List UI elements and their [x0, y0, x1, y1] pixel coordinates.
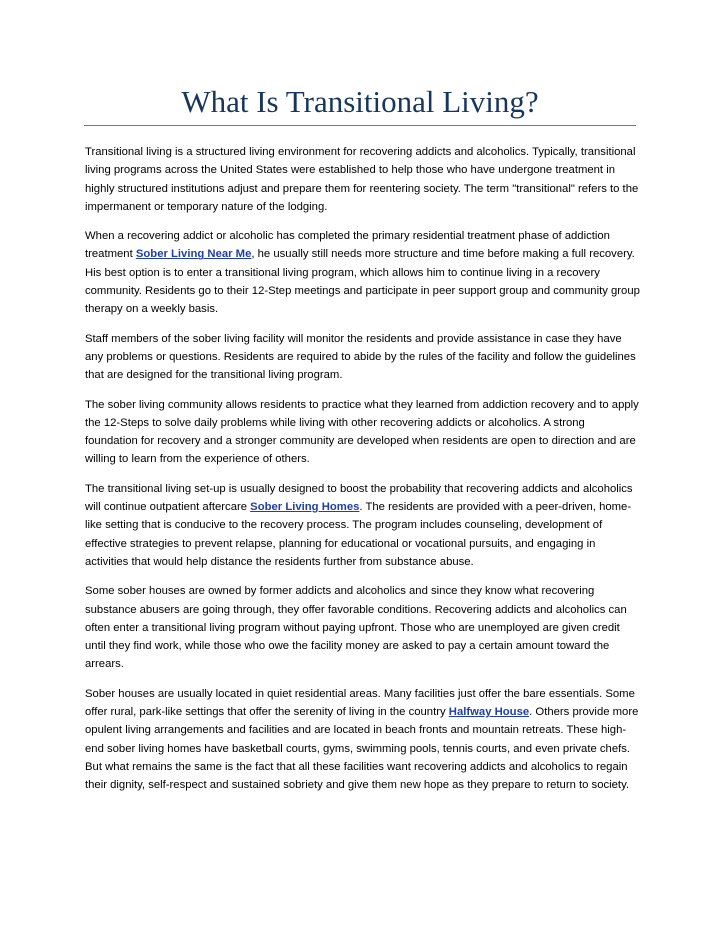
paragraph-6: Some sober houses are owned by former addicts and alcoholics and since they know what recovering substance abusers are going through, they offer favorable conditions. Recovering addicts and alcoholics can often enter a transitional living program without paying upfront. Those who are unemployed are given credit until they find work, while those who owe the facility money are asked to pay a certain amount toward the arrears. [85, 585, 627, 671]
page-title: What Is Transitional Living? [181, 84, 539, 119]
paragraph-7-text-before: Sober houses are usually located in quiet residential areas. Many facilities just offer the bare essentials. Some offer rural, park-like settings that offer the serenity of living in the country [85, 687, 635, 719]
paragraph-5-text-before: The transitional living set-up is usually designed to boost the probability that recovering addicts and alcoholics will continue outpatient aftercare [85, 482, 633, 514]
paragraph-2 [85, 227, 640, 318]
paragraph-5-text-after: . The residents are provided with a peer-driven, home-like setting that is conducive to the recovery process. The program includes counseling, development of effective strategies to prevent relapse, planning for educational or vocational pursuits, and engaging in activities that would help distance the residents further from substance abuse. [85, 501, 632, 568]
halfway-house-link[interactable]: Halfway House [448, 706, 530, 719]
paragraph-4: The sober living community allows residents to practice what they learned from addiction recovery and to apply the 12-Steps to solve daily problems while living with other recovering addicts or alcoholics. A strong foundation for recovery and a stronger community are developed when residents are open to direction and are willing to learn from the experience of others. [85, 398, 639, 466]
sober-living-homes-link[interactable]: Sober Living Homes [250, 501, 360, 514]
paragraph-2-text-before: When a recovering addict or alcoholic has completed the primary residential treatment phase of addiction treatment [85, 230, 610, 261]
title-underline-divider [84, 125, 636, 126]
paragraph-5 [85, 480, 640, 571]
paragraph-7-text-after: . Others provide more opulent living arrangements and facilities and are located in beach fronts and mountain retreats. These high-end sober living homes have basketball courts, gyms, swimming pools, tennis courts, and even private chefs. But what remains the same is the fact that all these facilities want recovering addicts and alcoholics to regain their dignity, self-respect and sustained sobriety and give them new hope as they prepare to return to society. [85, 706, 639, 792]
sober-living-near-me-link[interactable]: Sober Living Near Me [135, 248, 252, 261]
article-body [85, 143, 640, 806]
paragraph-2-text-after: , he usually still needs more structure and time before making a full recovery. His best option is to enter a transitional living program, which allows him to continue living in a recovery community. Residents go to their 12-Step meetings and participate in peer support group and community group therapy on a weekly basis. [85, 248, 640, 316]
paragraph-3: Staff members of the sober living facility will monitor the residents and provide assistance in case they have any problems or questions. Residents are required to abide by the rules of the facility and follow the guidelines that are designed for the transitional living program. [85, 332, 636, 382]
paragraph-1: Transitional living is a structured living environment for recovering addicts and alcoholics. Typically, transitional living programs across the United States were established to help those who have undergone treatment in highly structured institutions adjust and prepare them for reentering society. The term "transitional" refers to the impermanent or temporary nature of the lodging. [85, 146, 639, 213]
paragraph-7 [85, 685, 640, 795]
